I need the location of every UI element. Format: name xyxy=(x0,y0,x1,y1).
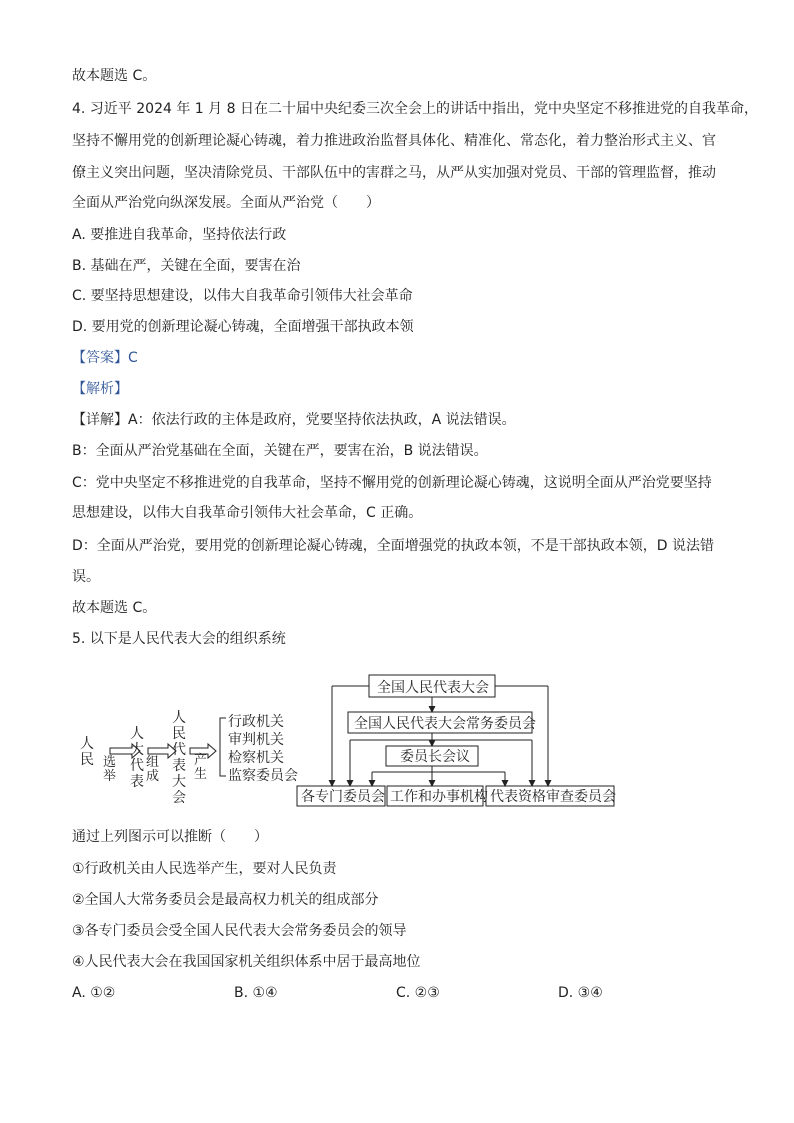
congress-label-char: 表 xyxy=(172,758,186,774)
line-18: 5. 以下是人民代表大会的组织系统 xyxy=(72,631,286,647)
elect-label-char: 选 xyxy=(103,755,117,770)
line-5: A. 要推进自我革命，坚持依法行政 xyxy=(72,227,287,243)
arrow-compose xyxy=(148,744,176,758)
line-7: C. 要坚持思想建设，以伟大自我革命引领伟大社会革命 xyxy=(72,288,413,304)
special-label: 各专门委员会 xyxy=(301,789,385,805)
offices-box xyxy=(387,786,483,806)
compose-label-char: 成 xyxy=(146,769,160,784)
standing-box xyxy=(348,712,532,733)
organ-item: 监察委员会 xyxy=(228,768,298,784)
line-16: 误。 xyxy=(72,569,100,585)
compose-label xyxy=(146,755,159,784)
organ-item: 检察机关 xyxy=(228,750,284,766)
organ-item: 行政机关 xyxy=(228,714,284,730)
choice-d: D. ③④ xyxy=(558,985,603,1001)
people-label xyxy=(80,736,94,768)
npc-label: 全国人民代表大会 xyxy=(377,680,489,696)
deputies-label xyxy=(130,726,144,790)
line-11: 【详解】A：依法行政的主体是政府，党要坚持依法执政，A 说法错误。 xyxy=(72,412,516,428)
congress-label xyxy=(172,710,186,806)
line-1: 4. 习近平 2024 年 1 月 8 日在二十届中央纪委三次全会上的讲话中指出，党中央坚定不移推进党的自我革命， xyxy=(72,101,758,117)
line-4: 全面从严治党向纵深发展。全面从严治党（ ） xyxy=(72,195,380,211)
line-2: 坚持不懈用党的创新理论凝心铸魂，着力推进政治监督具体化、精准化、常态化，着力整治形式主义、官 xyxy=(72,133,716,149)
choice-b: B. ①④ xyxy=(234,985,278,1001)
choice-a: A. ①② xyxy=(72,985,116,1001)
line-17: 故本题选 C。 xyxy=(72,600,157,616)
elect-label xyxy=(103,754,116,784)
organ-item: 审判机关 xyxy=(228,732,284,748)
offices-label: 工作和办事机构 xyxy=(390,789,488,805)
deputies-label-char: 表 xyxy=(130,774,144,790)
produce-label-char: 产 xyxy=(194,753,208,768)
credentials-label: 代表资格审查委员会 xyxy=(490,789,616,805)
organs-bracket xyxy=(220,718,226,776)
congress-label-char: 代 xyxy=(172,742,186,758)
congress-label-char: 人 xyxy=(172,710,186,726)
after-line-0: 通过上列图示可以推断（ ） xyxy=(72,829,268,845)
congress-label-char: 大 xyxy=(172,774,186,790)
line-13: C：党中央坚定不移推进党的自我革命，坚持不懈用党的创新理论凝心铸魂，这说明全面从严治党要坚持 xyxy=(72,475,712,491)
after-line-1: ①行政机关由人民选举产生，要对人民负责 xyxy=(72,861,337,877)
chairmen-box xyxy=(386,746,478,766)
choice-c: C. ②③ xyxy=(396,985,440,1001)
analysis-tag: 【解析】 xyxy=(72,381,128,397)
line-12: B：全面从严治党基础在全面，关键在严，要害在治，B 说法错误。 xyxy=(72,443,488,459)
line-14: 思想建设，以伟大自我革命引领伟大社会革命，C 正确。 xyxy=(72,505,423,521)
line-6: B. 基础在严，关键在全面，要害在治 xyxy=(72,258,301,274)
line-8: D. 要用党的创新理论凝心铸魂，全面增强干部执政本领 xyxy=(72,319,414,335)
congress-label-char: 会 xyxy=(172,790,186,806)
deputies-label-char: 代 xyxy=(130,758,144,774)
elect-label-char: 举 xyxy=(103,769,117,784)
chairmen-label: 委员长会议 xyxy=(400,749,470,765)
people-label-char: 民 xyxy=(80,752,94,768)
standing-label: 全国人民代表大会常务委员会 xyxy=(354,716,536,732)
answer-tag: 【答案】C xyxy=(72,350,138,366)
npc-box xyxy=(369,675,495,697)
after-line-4: ④人民代表大会在我国国家机关组织体系中居于最高地位 xyxy=(72,954,421,970)
compose-label-char: 组 xyxy=(146,755,160,770)
line-0: 故本题选 C。 xyxy=(72,68,157,84)
after-line-3: ③各专门委员会受全国人民代表大会常务委员会的领导 xyxy=(72,923,407,939)
deputies-label-char: 人 xyxy=(130,726,144,742)
produce-label-char: 生 xyxy=(194,767,208,782)
line-3: 僚主义突出问题，坚决清除党员、干部队伍中的害群之马，从严从实加强对党员、干部的管理监督，推动 xyxy=(72,165,716,181)
credentials-box xyxy=(486,786,614,806)
produce-label xyxy=(194,752,207,782)
arrow-produce xyxy=(190,744,216,758)
after-line-2: ②全国人大常务委员会是最高权力机关的组成部分 xyxy=(72,892,379,908)
special-box xyxy=(297,786,385,806)
people-label-char: 人 xyxy=(80,736,94,752)
congress-label-char: 民 xyxy=(172,726,186,742)
arrow-elect xyxy=(110,744,140,758)
line-15: D：全面从严治党，要用党的创新理论凝心铸魂，全面增强党的执政本领，不是干部执政本领，D 说法错 xyxy=(72,538,715,554)
deputies-label-char: 大 xyxy=(130,742,144,758)
